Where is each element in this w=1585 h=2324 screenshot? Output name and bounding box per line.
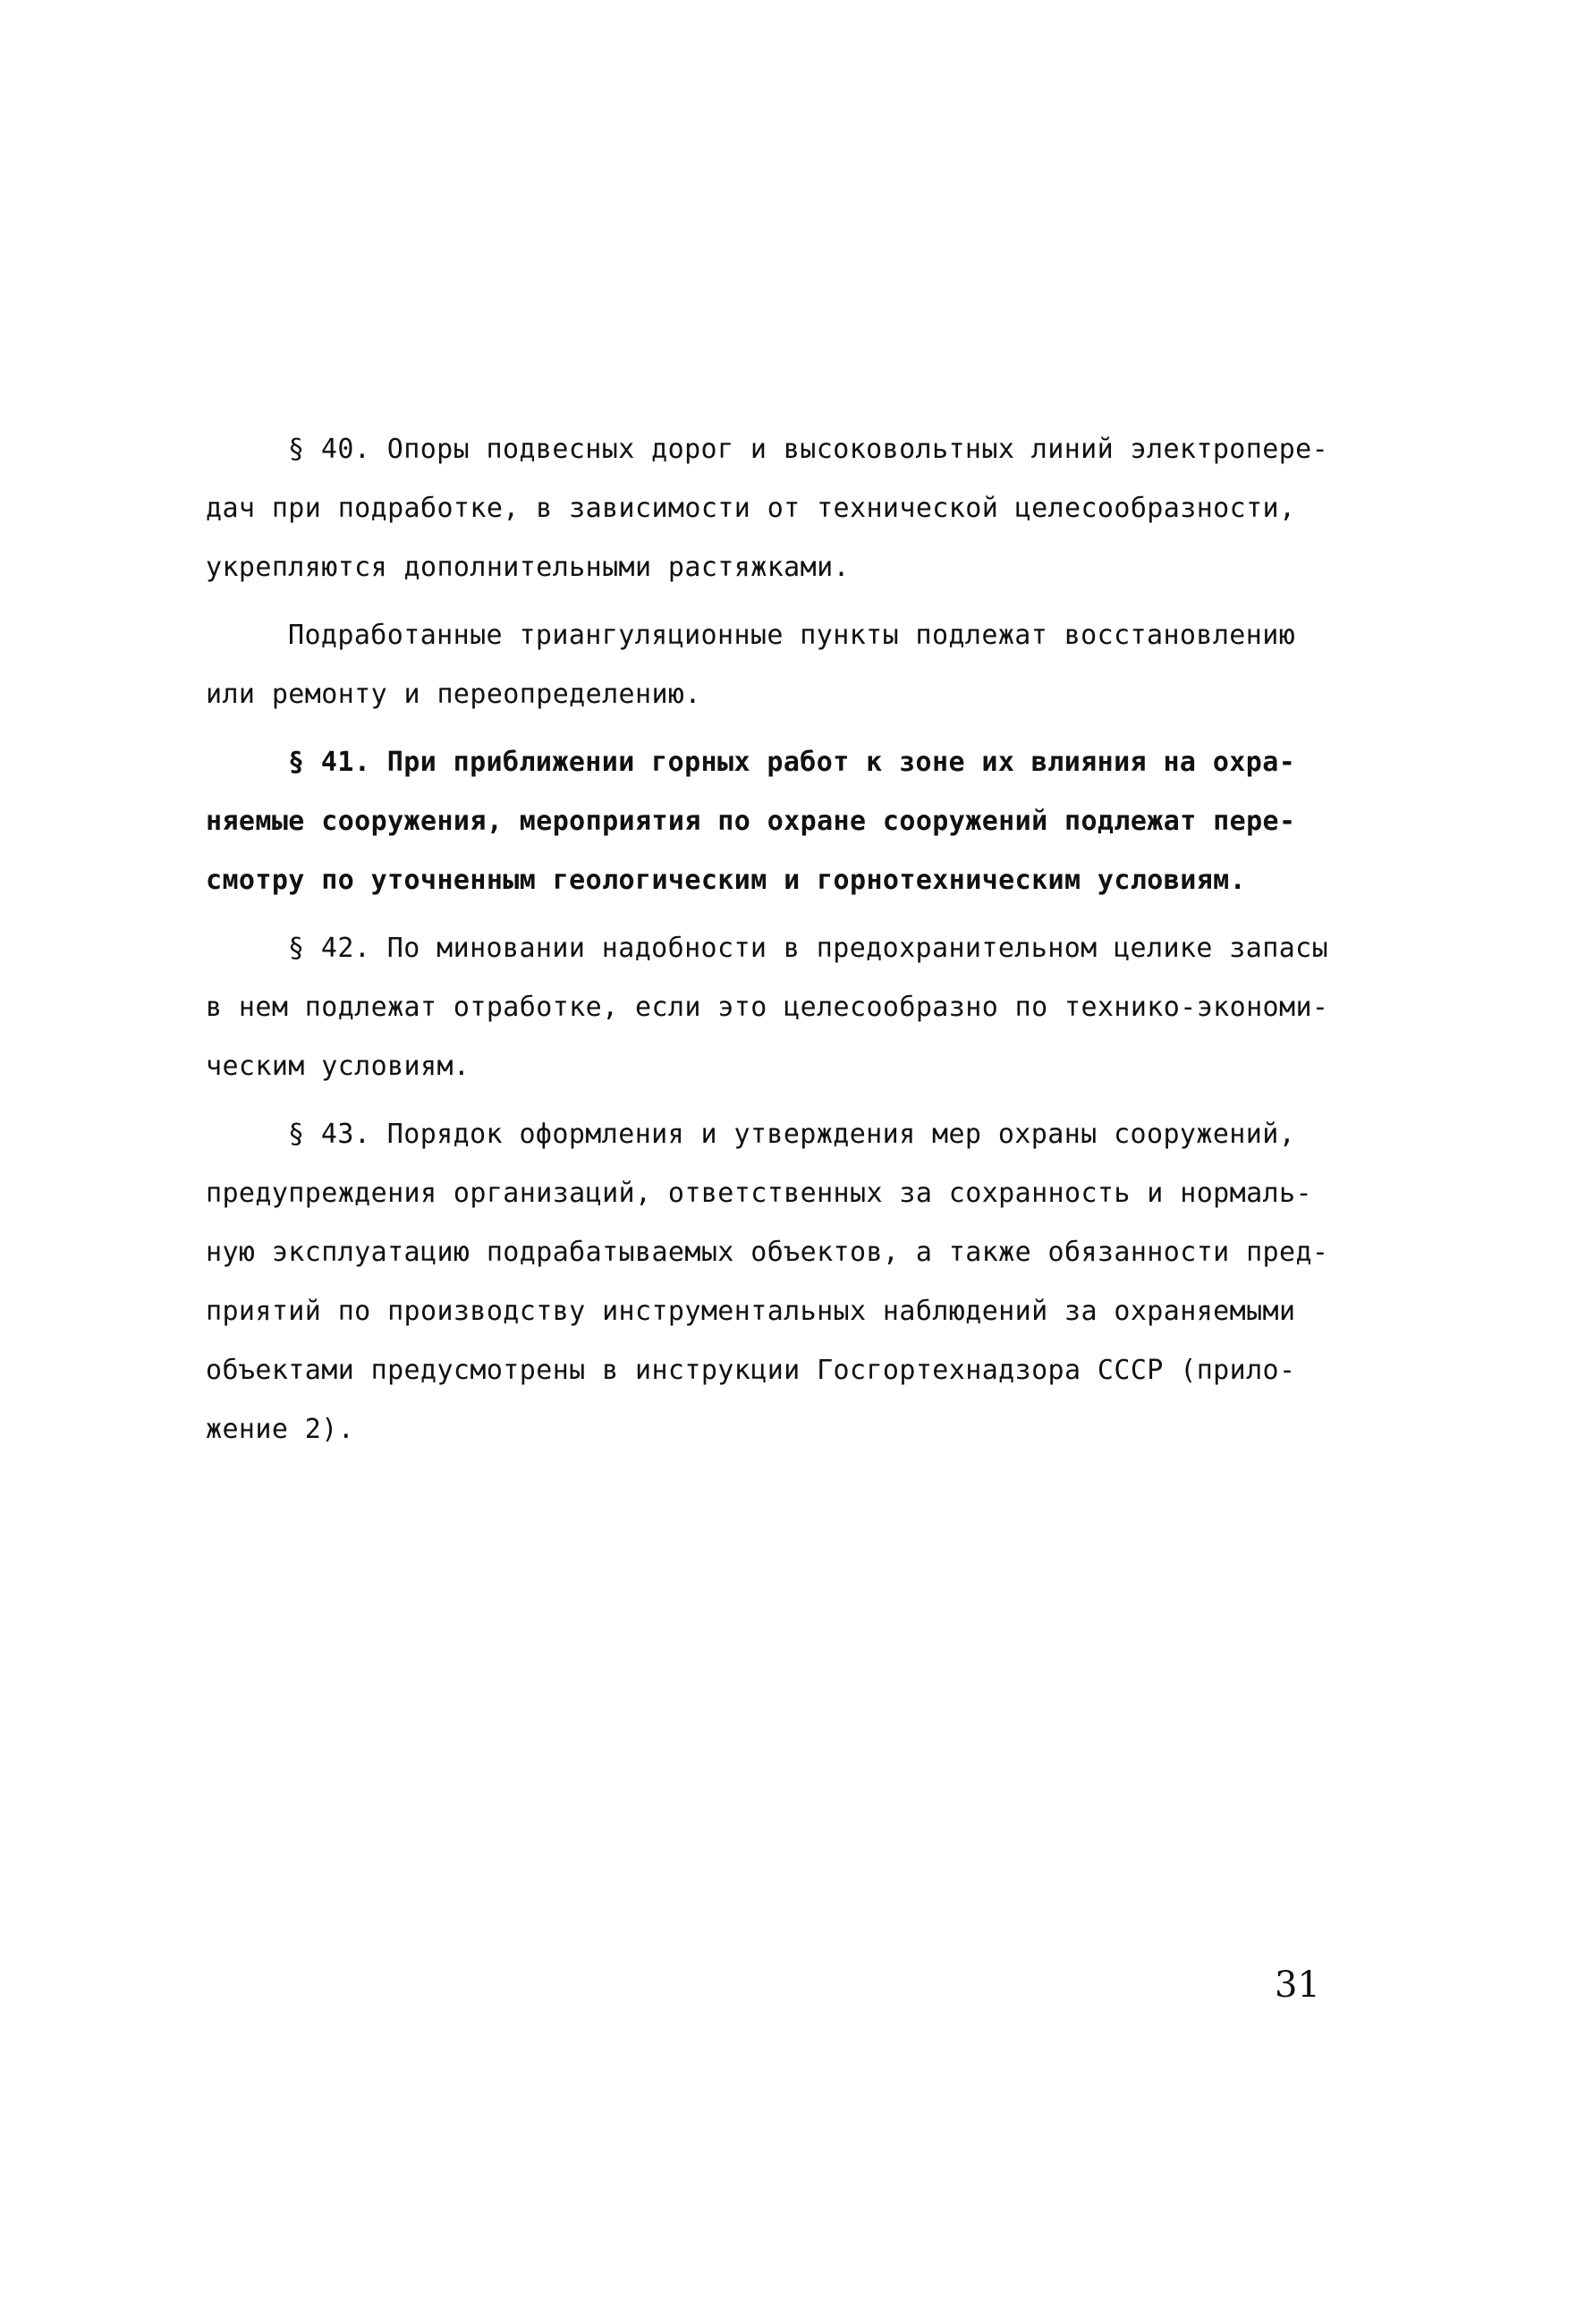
text-line: няемые сооружения, мероприятия по охране сооружений подлежат пере- xyxy=(206,806,1296,837)
text-line: предупреждения организаций, ответственных за сохранность и нормаль- xyxy=(206,1178,1312,1209)
text-line: жение 2). xyxy=(206,1414,355,1445)
text-line: в нем подлежат отработке, если это целесообразно по технико-экономи- xyxy=(206,992,1329,1023)
text-line: Подработанные триангуляционные пункты подлежат восстановлению xyxy=(288,620,1296,651)
text-line: ную эксплуатацию подрабатываемых объектов, а также обязанности пред- xyxy=(206,1237,1329,1268)
text-line: приятий по производству инструментальных наблюдений за охраняемыми xyxy=(206,1296,1296,1327)
text-line: укрепляются дополнительными растяжками. xyxy=(206,552,850,583)
text-line: объектами предусмотрены в инструкции Госгортехнадзора СССР (прило- xyxy=(206,1355,1296,1386)
text-line: смотру по уточненным геологическим и горнотехническим условиям. xyxy=(206,865,1247,896)
text-line: или ремонту и переопределению. xyxy=(206,679,701,710)
text-line: ческим условиям. xyxy=(206,1051,470,1082)
body-text xyxy=(206,420,1404,1459)
text-line: § 41. При приближении горных работ к зоне их влияния на охра- xyxy=(288,747,1296,778)
text-line: дач при подработке, в зависимости от технической целесообразности, xyxy=(206,493,1296,524)
page-number: 31 xyxy=(1275,1965,1320,2006)
text-line: § 42. По миновании надобности в предохранительном целике запасы xyxy=(288,933,1329,964)
text-line: § 40. Опоры подвесных дорог и высоковольтных линий электропере- xyxy=(288,434,1329,465)
text-line: § 43. Порядок оформления и утверждения мер охраны сооружений, xyxy=(288,1119,1296,1150)
